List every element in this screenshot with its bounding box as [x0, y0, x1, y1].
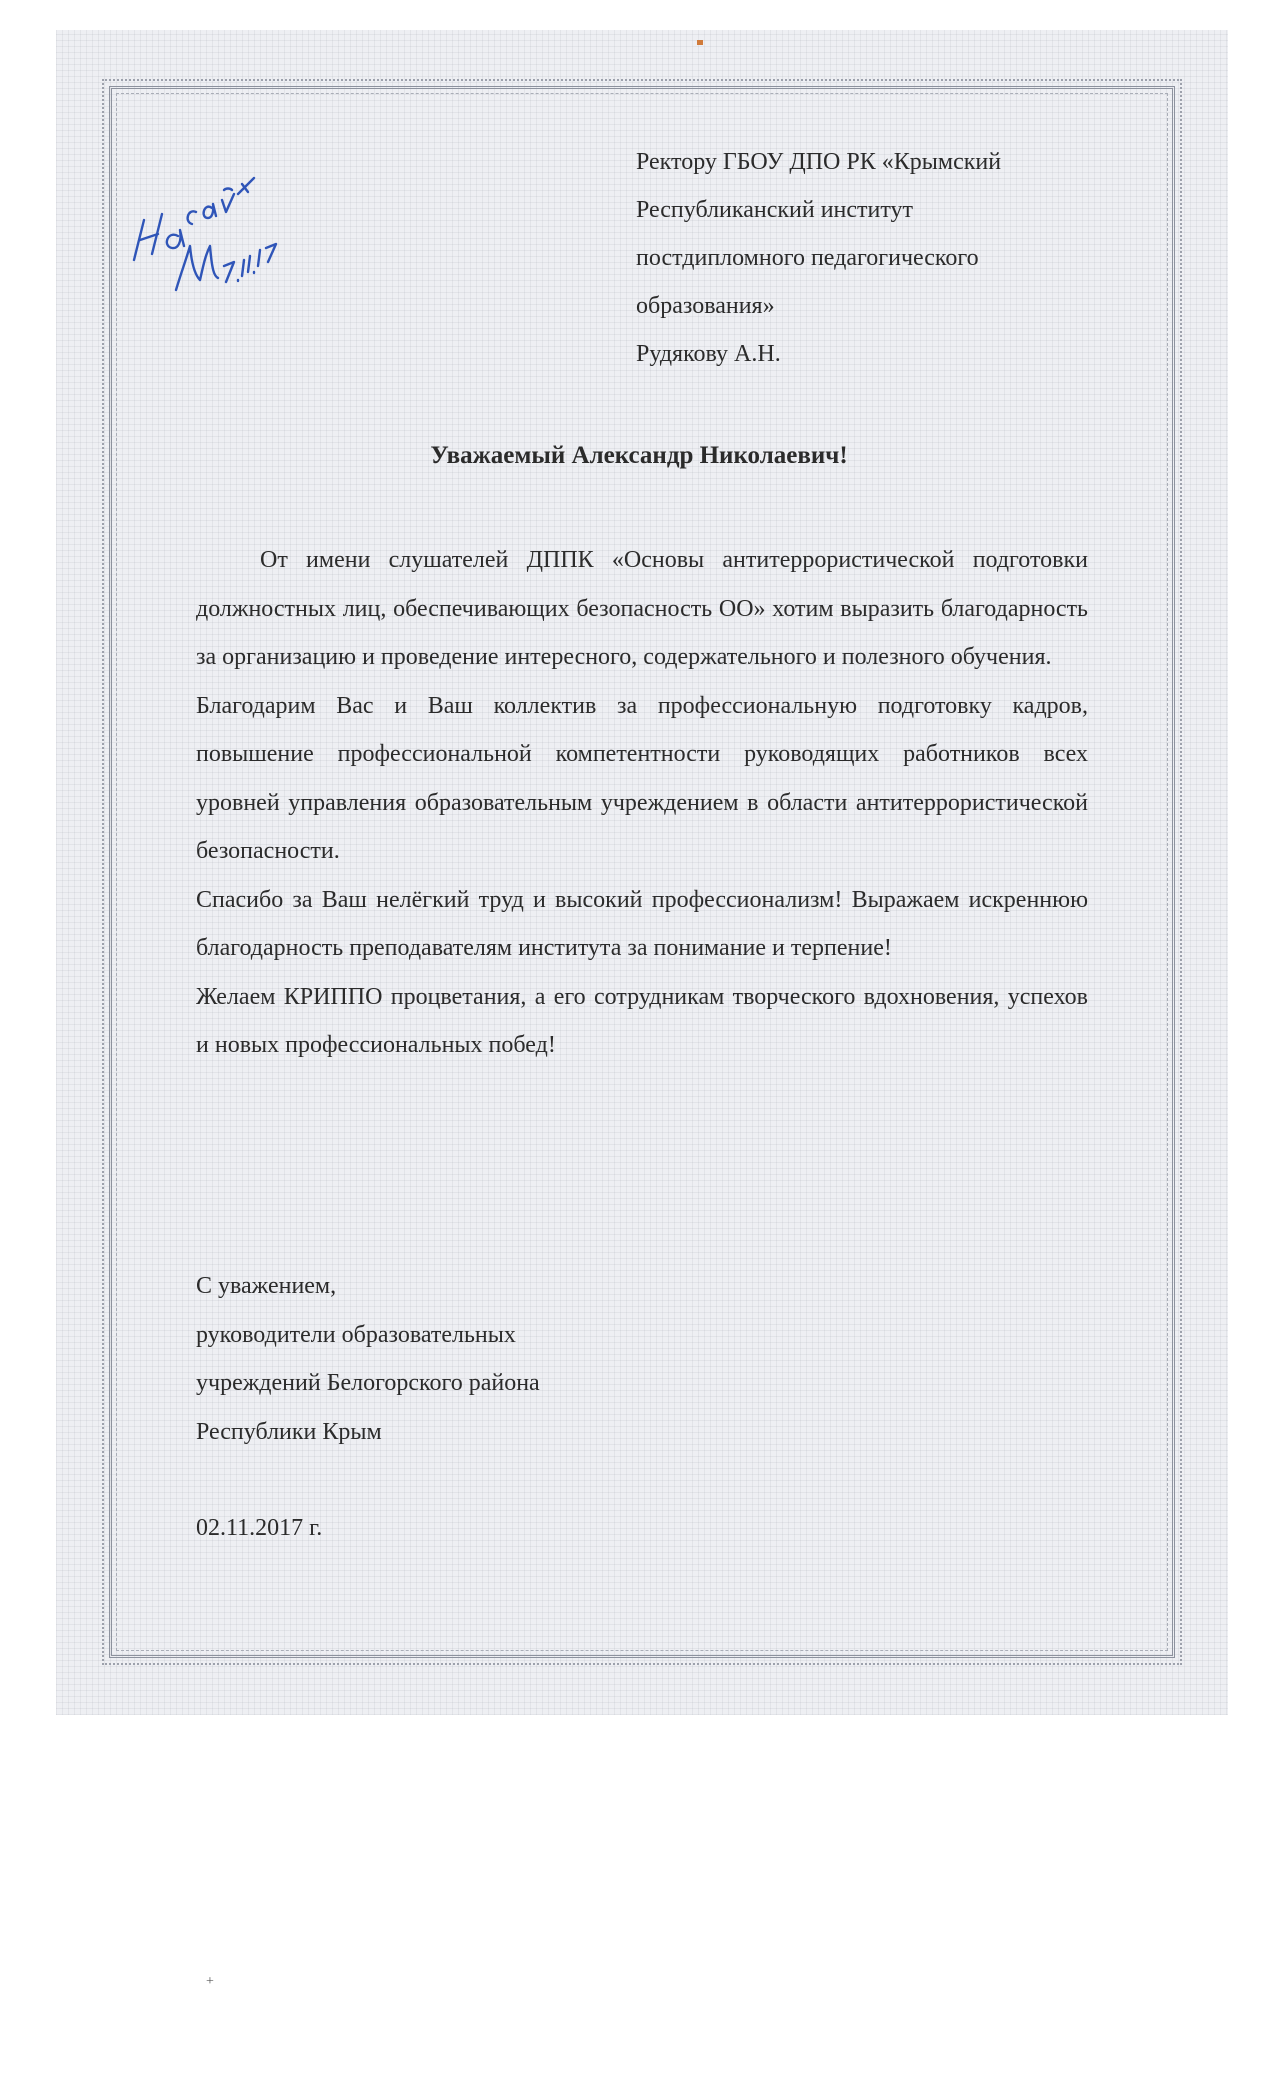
letter-greeting: Уважаемый Александр Николаевич!	[430, 442, 848, 469]
recipient-line: постдипломного педагогического	[636, 245, 979, 271]
recipient-name: Рудякову А.Н.	[636, 341, 781, 367]
body-paragraph: От имени слушателей ДППК «Основы антитеррористической подготовки должностных лиц, обеспечивающих безопасность ОО» хотим выразить благодарность за организацию и проведение интересного, содержательного и полезного обучения.	[196, 547, 1088, 670]
closing-line: учреждений Белогорского района	[196, 1370, 540, 1396]
body-paragraph: Спасибо за Ваш нелёгкий труд и высокий профессионализм! Выражаем искреннюю благодарность преподавателям института за понимание и терпение!	[196, 886, 1088, 961]
letter-date: 02.11.2017 г.	[196, 1515, 323, 1541]
handwritten-note	[120, 150, 290, 300]
scan-speck: +	[206, 1974, 214, 1989]
recipient-line: образования»	[636, 293, 775, 319]
closing-line: руководители образовательных	[196, 1321, 516, 1348]
body-paragraph: Благодарим Вас и Ваш коллектив за профессиональную подготовку кадров, повышение профессиональной компетентности руководящих работников всех уровней управления образовательным учреждением в области антитеррористической безопасности.	[196, 692, 1088, 864]
scan-artifact-mark	[697, 40, 703, 45]
letter-body	[196, 536, 1088, 1070]
recipient-block	[636, 138, 1106, 378]
body-paragraph: Желаем КРИППО процветания, а его сотрудникам творческого вдохновения, успехов и новых профессиональных побед!	[196, 983, 1088, 1058]
recipient-line: Ректору ГБОУ ДПО РК «Крымский	[636, 149, 1002, 175]
closing-line: С уважением,	[196, 1273, 337, 1299]
closing-line: Республики Крым	[196, 1418, 382, 1445]
letter-closing	[196, 1262, 756, 1456]
recipient-line: Республиканский институт	[636, 197, 914, 223]
